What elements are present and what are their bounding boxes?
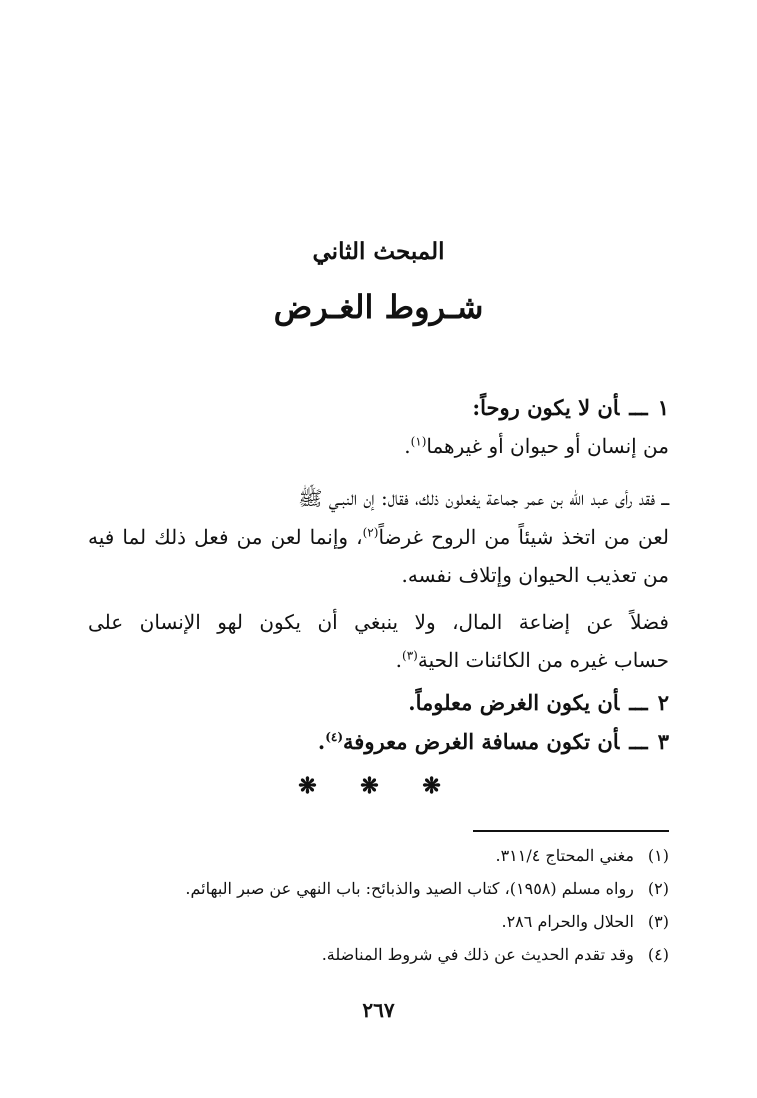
footnote-3-text: الحلال والحرام ٢٨٦. <box>501 912 634 931</box>
body-line-1-end: . <box>404 434 411 458</box>
footnote-ref-3[interactable]: (٣) <box>402 648 418 663</box>
body-line-6 <box>396 648 669 672</box>
footnote-4-text: وقد تقدم الحديث عن ذلك في شروط المناضلة. <box>321 945 634 964</box>
section-title: شـروط الغـرض <box>273 288 484 326</box>
body-line-3-text-b: ، وإنما لعن من فعل ذلك لما فيه <box>88 525 363 549</box>
condition-3-end: . <box>317 729 326 754</box>
condition-1 <box>472 395 669 420</box>
footnote-4 <box>322 945 669 964</box>
body-line-1-text: من إنسان أو حيوان أو غيرهما <box>426 434 669 458</box>
footnote-ref-2[interactable]: (٢) <box>362 525 379 540</box>
condition-2 <box>408 690 669 715</box>
body-line-3 <box>88 525 669 549</box>
condition-3-dash: ـــ <box>629 729 648 754</box>
condition-1-dash: ـــ <box>629 395 648 420</box>
footnote-ref-4[interactable]: (٤) <box>325 730 344 744</box>
footnote-2-number: (٢) <box>647 879 669 898</box>
footnote-1 <box>495 846 669 865</box>
condition-3-text: أن تكون مسافة الغرض معروفة <box>343 729 620 754</box>
footnote-divider <box>473 830 669 832</box>
condition-1-number: ١ <box>657 395 669 420</box>
condition-3 <box>318 729 669 754</box>
condition-2-number: ٢ <box>657 690 669 715</box>
footnote-3 <box>501 912 669 931</box>
body-line-3-text-a: لعن من اتخذ شيئاً من الروح غرضاً <box>378 525 670 549</box>
body-line-6-text: حساب غيره من الكائنات الحية <box>417 648 669 672</box>
section-label: المبحث الثاني <box>312 238 445 265</box>
footnote-2 <box>185 879 669 898</box>
condition-2-text: أن يكون الغرض معلوماً. <box>408 690 620 715</box>
footnote-2-text: رواه مسلم (١٩٥٨)، كتاب الصيد والذبائح: باب النهي عن صبر البهائم. <box>185 879 634 898</box>
footnote-1-text: مغني المحتاج ٣١١/٤. <box>495 846 634 865</box>
condition-2-dash: ـــ <box>629 690 648 715</box>
body-line-2: ـــ فقد رأى عبد الله بن عمر جماعة يفعلون ذلك، فقال: إن النبـي ﷺ <box>298 486 669 510</box>
footnote-1-number: (١) <box>647 846 669 865</box>
footnote-4-number: (٤) <box>647 945 669 964</box>
body-line-6-end: . <box>395 648 403 672</box>
page-number: ٢٦٧ <box>362 998 395 1022</box>
body-line-1 <box>404 434 669 458</box>
section-separator-asterisks: ❋ ❋ ❋ <box>298 773 459 799</box>
condition-3-number: ٣ <box>657 729 669 754</box>
condition-1-text: أن لا يكون روحاً: <box>472 395 620 420</box>
footnote-ref-1[interactable]: (١) <box>410 434 427 449</box>
body-line-5: فضلاً عن إضاعة المال، ولا ينبغي أن يكون لهو الإنسان على <box>88 610 669 634</box>
footnote-3-number: (٣) <box>647 912 669 931</box>
body-line-4: من تعذيب الحيوان وإتلاف نفسه. <box>401 563 669 587</box>
